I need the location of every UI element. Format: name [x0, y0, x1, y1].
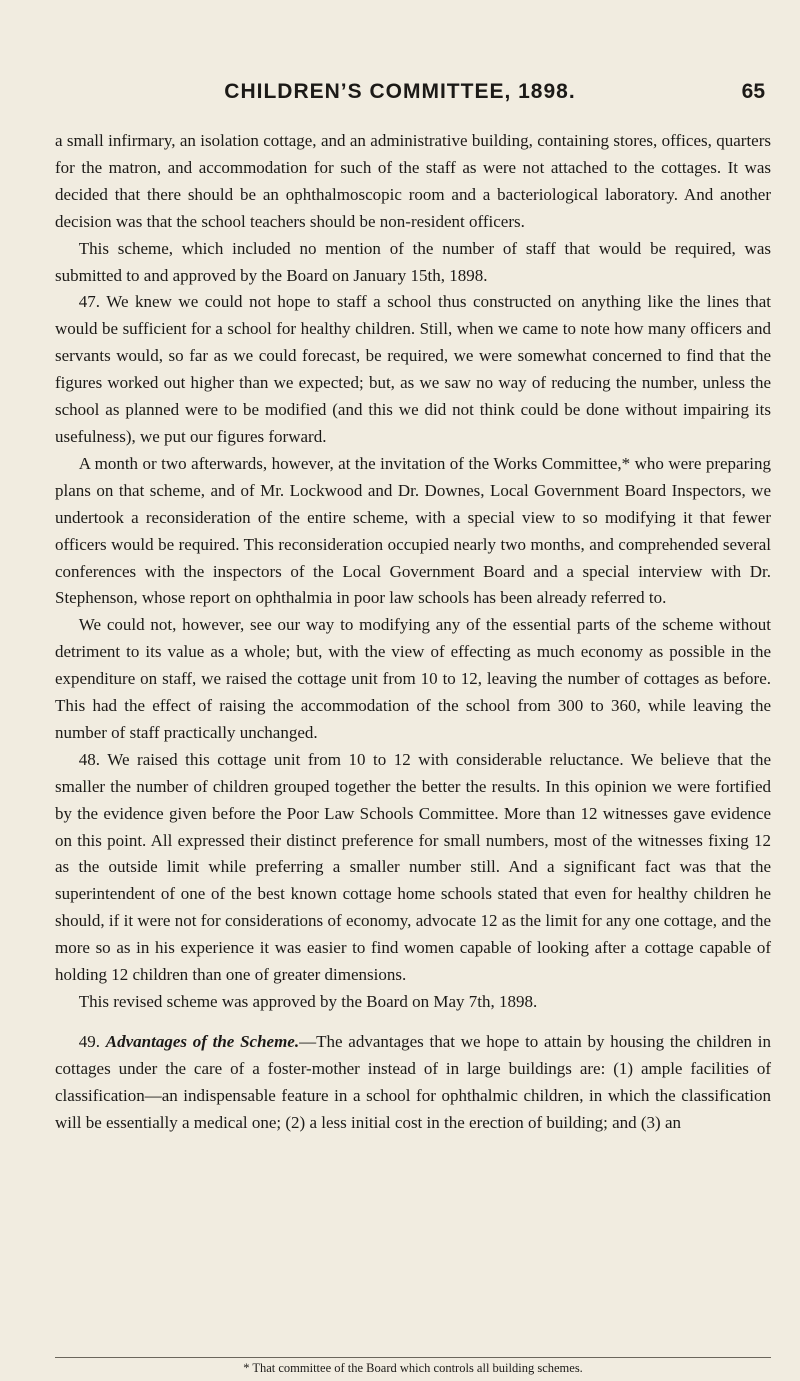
section-heading: Advantages of the Scheme. — [105, 1031, 300, 1051]
body-text — [55, 128, 771, 1137]
footnote: * That committee of the Board which controls all building schemes. — [243, 1361, 583, 1375]
paragraph-reconsideration: A month or two afterwards, however, at the invitation of the Works Committee,* who were preparing plans on that scheme, and of Mr. Lockwood and Dr. Downes, Local Government Board Inspectors, we undertook a reconsideration of the entire scheme, with a special view to so modifying it that fewer officers would be required. This reconsideration occupied nearly two months, and comprehended several conferences with the inspectors of the Local Government Board and a special interview with Dr. Stephenson, whose report on ophthalmia in poor law schools has been already referred to. — [55, 453, 771, 608]
paragraph-cottage-unit: We could not, however, see our way to modifying any of the essential parts of the scheme without detriment to its value as a whole; but, with the view of effecting as much economy as possible in the expenditure on staff, we raised the cottage unit from 10 to 12, leaving the number of cottages as before. This had the effect of raising the accommodation of the school from 300 to 360, while leaving the number of staff practically unchanged. — [55, 615, 771, 742]
paragraph-scheme-approval: This scheme, which included no mention of the number of staff that would be required, was submitted to and approved by the Board on January 15th, 1898. — [55, 238, 771, 285]
paragraph-revised-scheme: This revised scheme was approved by the Board on May 7th, 1898. — [78, 992, 538, 1011]
footnote-divider — [55, 1357, 771, 1358]
paragraph-47: 47. We knew we could not hope to staff a school thus constructed on anything like the lines that would be sufficient for a school for healthy children. Still, when we came to note how many officers and servants would, so far as we could forecast, be required, we were somewhat concerned to find that the figures worked out higher than we expected; but, as we saw no way of reducing the number, unless the school as planned were to be modified (and this we did not think could be done without impairing its usefulness), we put our figures forward. — [55, 292, 771, 446]
section-text: —The advantages that we hope to attain by housing the children in cottages under the care of a foster-mother instead of in large buildings are: (1) ample facilities of classification—an indispensable feature in a school for ophthalmic children, in which the classification will be essentially a medical one; (2) a less initial cost in the erection of building; and (3) an — [55, 1031, 771, 1132]
paragraph-continued: a small infirmary, an isolation cottage, and an administrative building, containing stores, offices, quarters for the matron, and accommodation for such of the staff as were not attached to the cottages. It was decided that there should be an ophthalmoscopic room and a bacteriological laboratory. And another decision was that the school teachers should be non-resident officers. — [55, 131, 771, 231]
section-number: 49. — [78, 1031, 101, 1051]
running-title: CHILDREN’S COMMITTEE, 1898. — [224, 80, 576, 103]
page-header — [0, 80, 800, 110]
page-number: 65 — [741, 80, 765, 103]
paragraph-49 — [55, 1029, 771, 1137]
paragraph-48: 48. We raised this cottage unit from 10 to 12 with considerable reluctance. We believe that the smaller the number of children grouped together the better the results. In this opinion we were fortified by the evidence given before the Poor Law Schools Committee. More than 12 witnesses gave evidence on this point. All expressed their distinct preference for small numbers, most of the witnesses fixing 12 as the outside limit while preferring a smaller number still. And a significant fact was that the superintendent of one of the best known cottage home schools stated that even for healthy children he should, if it were not for considerations of economy, advocate 12 as the limit for any one cottage, and the more so as in his experience it was easier to find women capable of looking after a cottage capable of holding 12 children than one of greater dimensions. — [55, 749, 771, 985]
